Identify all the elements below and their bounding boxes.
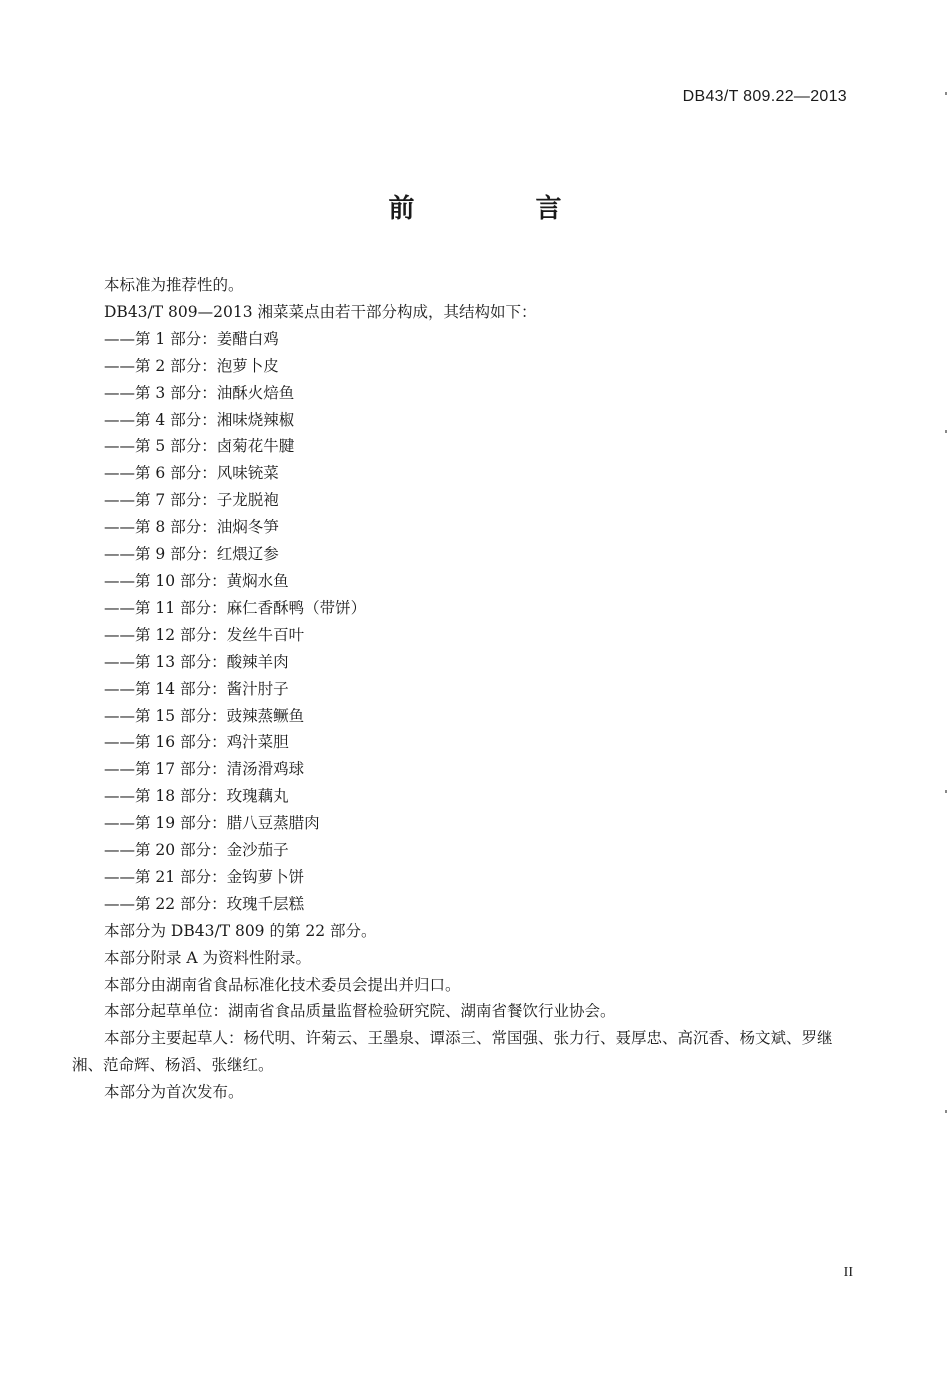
list-item: ——第 17 部分：清汤滑鸡球 — [104, 760, 305, 779]
list-item: ——第 2 部分：泡萝卜皮 — [104, 356, 279, 375]
scan-edge-marks — [942, 0, 950, 1397]
parts-list — [72, 326, 862, 918]
list-item: ——第 22 部分：玫瑰千层糕 — [104, 894, 305, 913]
proposed-statement: 本部分由湖南省食品标准化技术委员会提出并归口。 — [104, 975, 461, 994]
scan-mark — [945, 1110, 947, 1113]
drafting-units: 本部分起草单位：湖南省食品质量监督检验研究院、湖南省餐饮行业协会。 — [104, 1002, 616, 1021]
page-number: II — [843, 1265, 853, 1280]
list-item: ——第 3 部分：油酥火焙鱼 — [104, 383, 295, 402]
first-release-statement: 本部分为首次发布。 — [104, 1083, 244, 1102]
scan-mark — [945, 430, 947, 433]
list-item: ——第 19 部分：腊八豆蒸腊肉 — [104, 814, 320, 833]
scan-mark — [945, 790, 947, 793]
list-item: ——第 10 部分：黄焖水鱼 — [104, 571, 289, 590]
foreword-body — [72, 272, 862, 1106]
scan-mark — [945, 92, 947, 95]
list-item: ——第 14 部分：酱汁肘子 — [104, 679, 289, 698]
list-item: ——第 20 部分：金沙茄子 — [104, 841, 289, 860]
main-drafters: 本部分主要起草人：杨代明、许菊云、王墨泉、谭添三、常国强、张力行、聂厚忠、高沉香、杨文斌、罗继湘、范命辉、杨滔、张继红。 — [72, 1029, 833, 1075]
list-item: ——第 15 部分：豉辣蒸鳜鱼 — [104, 706, 305, 725]
standard-code: DB43/T 809.22—2013 — [682, 88, 847, 105]
list-item: ——第 13 部分：酸辣羊肉 — [104, 652, 289, 671]
list-item: ——第 16 部分：鸡汁菜胆 — [104, 733, 289, 752]
list-item: ——第 11 部分：麻仁香酥鸭（带饼） — [104, 598, 367, 617]
list-item: ——第 18 部分：玫瑰藕丸 — [104, 787, 289, 806]
list-item: ——第 6 部分：风味铳菜 — [104, 464, 279, 483]
list-item: ——第 7 部分：子龙脱袍 — [104, 491, 279, 510]
list-item: ——第 9 部分：红煨辽参 — [104, 545, 279, 564]
list-item: ——第 12 部分：发丝牛百叶 — [104, 625, 305, 644]
appendix-statement: 本部分附录 A 为资料性附录。 — [104, 948, 312, 967]
list-item: ——第 8 部分：油焖冬笋 — [104, 518, 279, 537]
list-item: ——第 4 部分：湘味烧辣椒 — [104, 410, 295, 429]
this-part-statement: 本部分为 DB43/T 809 的第 22 部分。 — [104, 921, 377, 940]
list-item: ——第 21 部分：金钩萝卜饼 — [104, 867, 305, 886]
page-title: 前 言 — [388, 194, 618, 224]
list-item: ——第 1 部分：姜醋白鸡 — [104, 329, 279, 348]
intro-line-2: DB43/T 809—2013 湘菜菜点由若干部分构成，其结构如下： — [104, 302, 537, 321]
intro-line-1: 本标准为推荐性的。 — [104, 276, 244, 294]
list-item: ——第 5 部分：卤菊花牛腱 — [104, 437, 295, 456]
